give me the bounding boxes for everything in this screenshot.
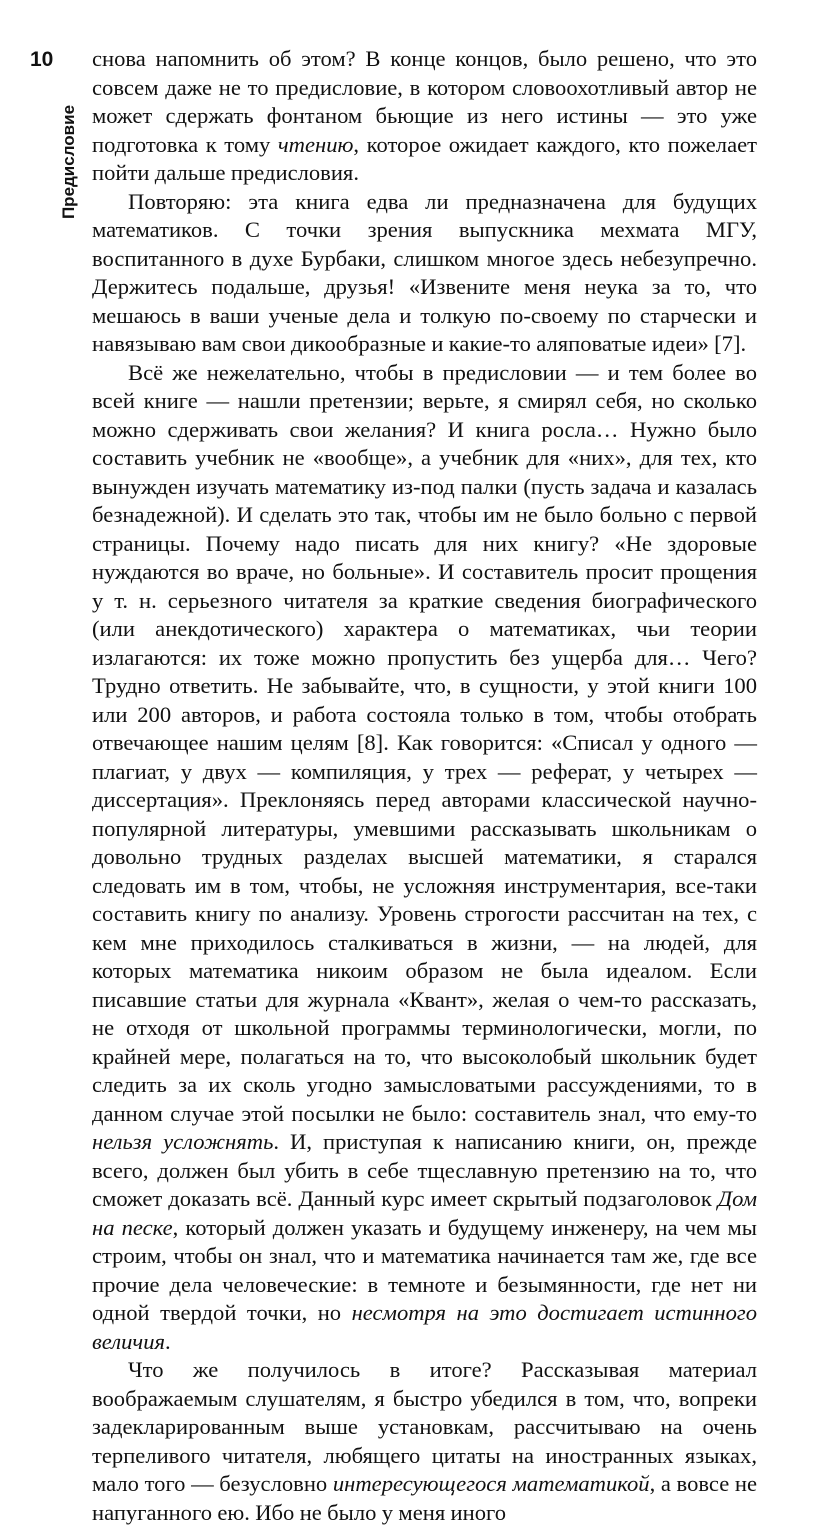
text-run: Что же получилось в итоге? Рассказывая материал воображаемым слушателям, я быстро убедился в том, что, вопреки задекларированным выше установкам, рассчитываю на очень терпеливого читателя, любящего цитаты на иностранных языках, мало того — безусловно bbox=[92, 1357, 757, 1496]
paragraph bbox=[92, 359, 757, 1357]
paragraph bbox=[92, 1356, 757, 1527]
italic-run: нельзя усложнять bbox=[92, 1129, 274, 1154]
italic-run: Дом на песке bbox=[92, 1186, 757, 1240]
text-run: , который должен указать и будущему инженеру, на чем мы строим, чтобы он знал, что и математика начинается там же, где все прочие дела человеческие: в темноте и безымянности, где нет ни одной твердой точки, но bbox=[92, 1214, 757, 1325]
paragraph bbox=[92, 45, 757, 188]
italic-run: несмотря на это достигает истинного величия bbox=[92, 1300, 757, 1354]
page-number: 10 bbox=[30, 48, 54, 71]
text-run: Всё же нежелательно, чтобы в предисловии — и тем более во всей книге — нашли претензии; верьте, я смирял себя, но сколько можно сдерживать свои желания? И книга росла… Нужно было составить учебник не «вообще», а учебник для «них», для тех, кто вынужден изучать математику из-под палки (пусть задача и казалась безнадежной). И сделать это так, чтобы им не было больно с первой страницы. Почему надо писать для них книгу? «Не здоровые нуждаются во враче, но больные». И составитель просит прощения у т. н. серьезного читателя за краткие сведения биографического (или анекдотического) характера о математиках, чьи теории излагаются: их тоже можно пропустить без ущерба для… Чего? Трудно ответить. Не забывайте, что, в сущности, у этой книги 100 или 200 авторов, и работа состояла только в том, чтобы отобрать отвечающее нашим целям [8]. Как говорится: «Списал у одного — плагиат, у двух — компиляция, у трех — реферат, у четырех — диссертация». Преклоняясь перед авторами классической научно-популярной литературы, умевшими рассказывать школьникам о довольно трудных разделах высшей математики, я старался следовать им в том, чтобы, не усложняя инструментария, все-таки составить книгу по анализу. Уровень строгости рассчитан на тех, с кем мне приходилось сталкиваться в жизни, — на людей, для которых математика никоим образом не была идеалом. Если писавшие статьи для журнала «Квант», желая о чем-то рассказать, не отходя от школьной программы терминологически, могли, по крайней мере, полагаться на то, что высоколобый школьник будет следить за их сколь угодно замысловатыми рассуждениями, то в данном случае этой посылки не было: составитель знал, что ему-то bbox=[92, 359, 757, 1126]
text-run: Повторяю: эта книга едва ли предназначена для будущих математиков. С точки зрения выпускника мехмата МГУ, воспитанного в духе Бурбаки, слишком многое здесь небезупречно. Держитесь подальше, друзья! «Извените меня неука за то, что мешаюсь в ваши ученые дела и толкую по-своему по старчески и навязываю вам свои дикообразные и какие-то аляповатые идеи» [7]. bbox=[92, 188, 757, 356]
text-run: , а вовсе не напуганного ею. Ибо не было у меня иного bbox=[92, 1471, 757, 1525]
italic-run: чтению bbox=[277, 131, 354, 157]
paragraph bbox=[92, 188, 757, 359]
text-run: снова напомнить об этом? В конце концов, было решено, что это совсем даже не то предисловие, в котором словоохотливый автор не может сдержать фонтаном бьющие из него истины — это уже подготовка к тому bbox=[92, 46, 757, 157]
body-text bbox=[92, 45, 757, 1527]
text-run: . bbox=[165, 1328, 171, 1354]
text-run: , которое ожидает каждого, кто пожелает пойти дальше предисловия. bbox=[92, 131, 757, 185]
text-run: . И, приступая к написанию книги, он, прежде всего, должен был убить в себе тщеславную претензию на то, что сможет доказать всё. Данный курс имеет скрытый подзаголовок bbox=[92, 1129, 757, 1211]
italic-run: интересующегося математикой bbox=[332, 1471, 650, 1496]
running-head: Предисловие bbox=[59, 104, 78, 220]
